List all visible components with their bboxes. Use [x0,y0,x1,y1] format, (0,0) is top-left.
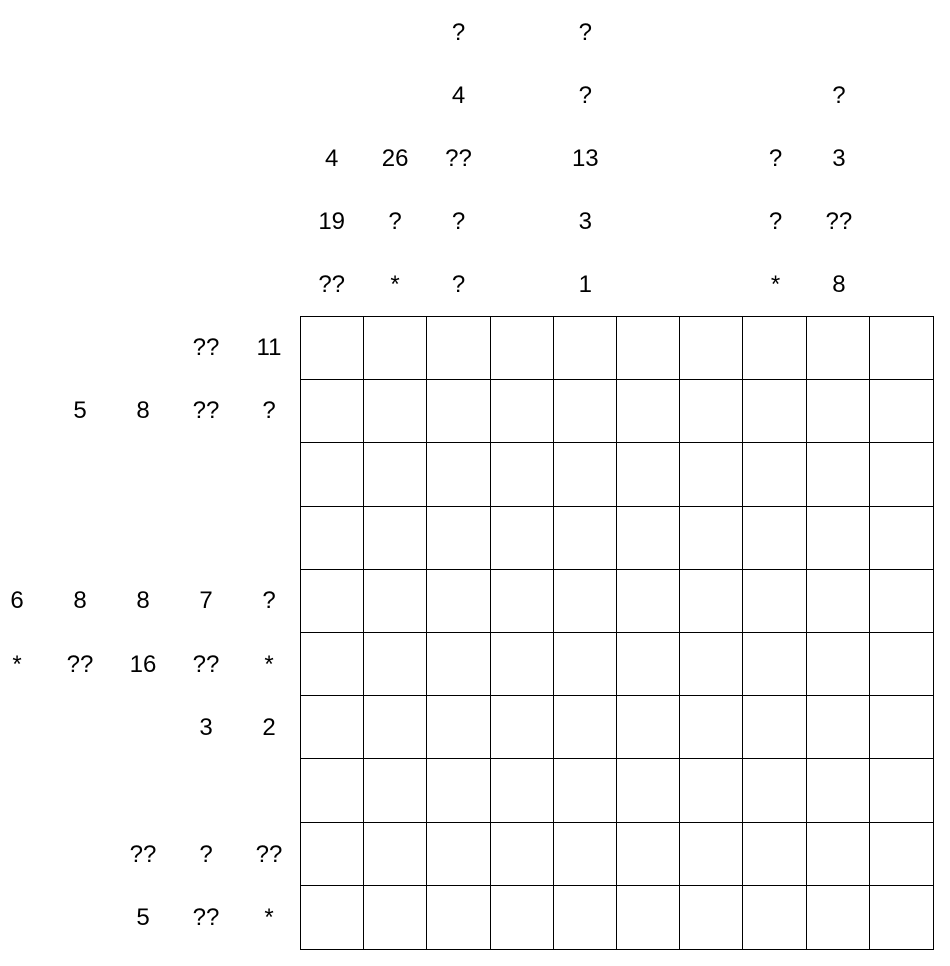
row-clue: 5 [73,397,87,425]
grid-cell[interactable] [807,633,870,696]
grid-cell[interactable] [807,823,870,886]
grid-cell[interactable] [617,886,680,949]
grid-cell[interactable] [554,570,617,633]
column-clue: 19 [318,208,346,235]
grid-cell[interactable] [554,886,617,949]
row-clue: 6 [10,587,24,615]
column-clue: ? [578,82,592,109]
row-clue: * [264,904,274,932]
column-clue: 4 [451,82,466,109]
grid-cell[interactable] [364,633,427,696]
column-clue: ? [578,19,592,46]
grid-cell[interactable] [680,317,743,380]
grid-cell[interactable] [554,443,617,506]
grid-cell[interactable] [870,759,933,822]
grid-cell[interactable] [680,886,743,949]
column-clue: ?? [445,145,472,172]
column-clue: ? [451,271,466,298]
row-clue: 3 [199,714,213,742]
grid-cell[interactable] [743,380,806,443]
grid-cell[interactable] [807,380,870,443]
row-clue: 11 [256,333,282,361]
grid-cell[interactable] [491,823,554,886]
grid-cell[interactable] [301,570,364,633]
grid-cell[interactable] [870,507,933,570]
grid-cell[interactable] [807,696,870,759]
column-clue: ? [832,82,846,109]
row-clue: ?? [192,904,220,932]
row-clue: ?? [129,840,157,868]
grid-cell[interactable] [427,570,490,633]
grid-cell[interactable] [364,696,427,759]
column-clue: * [390,271,400,298]
grid-cell[interactable] [554,317,617,380]
column-clue: 8 [832,271,846,298]
grid-cell[interactable] [491,317,554,380]
grid-cell[interactable] [617,633,680,696]
grid-cell[interactable] [743,823,806,886]
column-clue: 3 [832,145,846,172]
row-clue: ?? [192,397,220,425]
column-clue: 4 [325,145,339,172]
column-clue: ?? [318,271,346,298]
grid-cell[interactable] [870,823,933,886]
column-clue: ? [388,208,402,235]
grid-cell[interactable] [743,443,806,506]
row-clue: ? [262,587,276,615]
grid-cell[interactable] [427,823,490,886]
row-clue: ?? [66,650,94,678]
grid-cell[interactable] [427,443,490,506]
column-clue: 13 [571,145,599,172]
grid-cell[interactable] [617,380,680,443]
row-clue: 7 [199,587,213,615]
column-clue: * [770,271,781,298]
grid-cell[interactable] [617,823,680,886]
grid-cell[interactable] [491,443,554,506]
grid-cell[interactable] [364,823,427,886]
grid-cell[interactable] [301,696,364,759]
row-clue: ? [199,840,213,868]
grid-cell[interactable] [870,696,933,759]
column-clue: 3 [578,208,592,235]
grid-cell[interactable] [301,759,364,822]
grid-cell[interactable] [364,317,427,380]
grid-cell[interactable] [617,570,680,633]
grid-cell[interactable] [680,380,743,443]
column-clue: ? [768,145,783,172]
grid-cell[interactable] [743,507,806,570]
grid-cell[interactable] [301,443,364,506]
column-clue: 26 [381,145,409,172]
grid-cell[interactable] [743,317,806,380]
grid-cell[interactable] [617,507,680,570]
column-clue: ? [451,19,466,46]
column-clue: ? [768,208,783,235]
row-clue: ?? [192,333,220,361]
grid-cell[interactable] [807,570,870,633]
grid-cell[interactable] [680,443,743,506]
grid-cell[interactable] [554,633,617,696]
row-clue: ?? [255,840,283,868]
grid-cell[interactable] [870,317,933,380]
grid-cell[interactable] [554,823,617,886]
grid-cell[interactable] [364,886,427,949]
grid-cell[interactable] [427,696,490,759]
grid-cell[interactable] [870,633,933,696]
grid-cell[interactable] [301,507,364,570]
grid-cell[interactable] [870,570,933,633]
row-clue: * [12,650,22,678]
grid-cell[interactable] [680,696,743,759]
grid-cell[interactable] [807,507,870,570]
grid-cell[interactable] [870,380,933,443]
grid-cell[interactable] [870,443,933,506]
grid-cell[interactable] [680,823,743,886]
puzzle-grid [300,316,934,950]
grid-cell[interactable] [301,886,364,949]
grid-cell[interactable] [427,380,490,443]
grid-cell[interactable] [364,759,427,822]
grid-cell[interactable] [680,507,743,570]
grid-cell[interactable] [617,759,680,822]
grid-cell[interactable] [680,759,743,822]
row-clue: * [264,650,274,678]
grid-cell[interactable] [554,380,617,443]
row-clue: 8 [73,587,87,615]
row-clue: ? [262,397,276,425]
grid-cell[interactable] [491,696,554,759]
row-clue: 16 [129,650,157,678]
row-clue: 2 [262,714,276,742]
grid-cell[interactable] [427,507,490,570]
grid-cell[interactable] [491,886,554,949]
grid-cell[interactable] [554,507,617,570]
grid-cell[interactable] [301,823,364,886]
grid-cell[interactable] [807,886,870,949]
grid-cell[interactable] [743,633,806,696]
grid-cell[interactable] [807,317,870,380]
grid-cell[interactable] [743,886,806,949]
grid-cell[interactable] [491,759,554,822]
grid-cell[interactable] [617,443,680,506]
grid-cell[interactable] [554,759,617,822]
grid-cell[interactable] [743,759,806,822]
row-clue: 8 [136,397,150,425]
grid-cell[interactable] [491,380,554,443]
grid-cell[interactable] [807,443,870,506]
grid-cell[interactable] [680,633,743,696]
row-clue: 8 [136,587,150,615]
grid-cell[interactable] [617,696,680,759]
grid-cell[interactable] [364,380,427,443]
row-clue: 5 [136,904,150,932]
grid-cell[interactable] [554,696,617,759]
grid-cell[interactable] [427,759,490,822]
grid-cell[interactable] [743,696,806,759]
grid-cell[interactable] [807,759,870,822]
grid-cell[interactable] [680,570,743,633]
grid-cell[interactable] [617,317,680,380]
grid-cell[interactable] [491,633,554,696]
grid-cell[interactable] [491,570,554,633]
grid-cell[interactable] [301,633,364,696]
grid-cell[interactable] [491,507,554,570]
column-clue: ? [451,208,466,235]
grid-cell[interactable] [364,570,427,633]
row-clue: ?? [192,650,220,678]
grid-cell[interactable] [364,443,427,506]
column-clue: 1 [578,271,592,298]
column-clue: ?? [825,208,853,235]
grid-cell[interactable] [301,317,364,380]
grid-cell[interactable] [743,570,806,633]
grid-cell[interactable] [427,886,490,949]
grid-cell[interactable] [870,886,933,949]
grid-cell[interactable] [301,380,364,443]
grid-cell[interactable] [427,633,490,696]
grid-cell[interactable] [364,507,427,570]
grid-cell[interactable] [427,317,490,380]
